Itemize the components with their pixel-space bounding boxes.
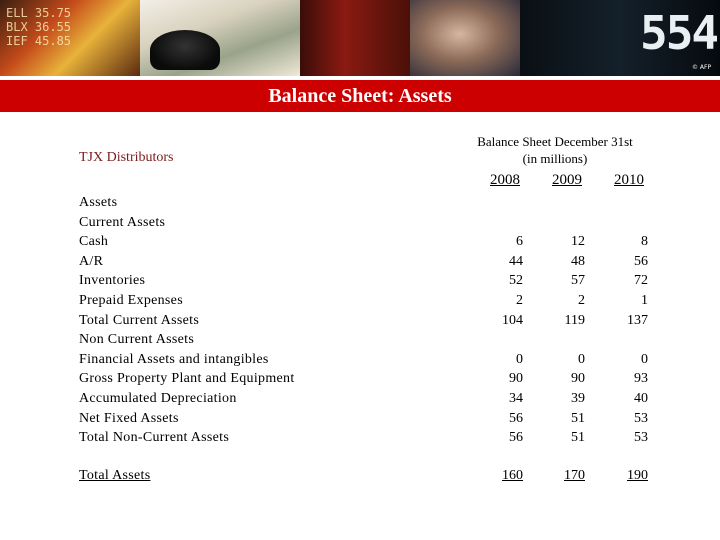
table-cell: 137 — [627, 312, 648, 328]
header-banner-image — [0, 0, 720, 76]
table-cell — [475, 193, 523, 213]
table-cell: 12 — [571, 234, 585, 250]
table-cell — [600, 193, 648, 213]
total-assets-2009: 170 — [564, 468, 585, 483]
table-cell: 72 — [634, 273, 648, 289]
table-cell: 53 — [634, 430, 648, 446]
table-cell: 6 — [516, 234, 523, 250]
total-assets-label: Total Assets — [79, 468, 151, 483]
table-cell — [537, 330, 585, 350]
column-2010 — [600, 193, 648, 448]
table-cell: 90 — [571, 371, 585, 387]
curtain-photo — [300, 0, 410, 76]
table-cell: 56 — [634, 253, 648, 269]
table-cell: 2 — [578, 292, 585, 308]
table-cell: 2 — [516, 292, 523, 308]
table-cell: 34 — [509, 390, 523, 406]
ticker-text: ELL 35.75 BLX 36.55 IEF 45.85 — [6, 6, 72, 48]
row-label: Financial Assets and intangibles — [79, 351, 269, 367]
table-cell: 56 — [509, 410, 523, 426]
table-cell — [537, 213, 585, 233]
table-cell: 48 — [571, 253, 585, 269]
table-cell: 51 — [571, 410, 585, 426]
row-label: Assets — [79, 195, 118, 210]
row-label: A/R — [79, 253, 104, 269]
display-digits: 554 — [640, 6, 718, 60]
table-cell — [600, 330, 648, 350]
year-header-2009: 2009 — [552, 172, 582, 188]
year-header-2008: 2008 — [490, 172, 520, 188]
row-label: Net Fixed Assets — [79, 410, 179, 426]
table-cell: 51 — [571, 430, 585, 446]
title-bar — [0, 80, 720, 112]
year-header-2010: 2010 — [614, 172, 644, 188]
table-cell: 0 — [516, 351, 523, 367]
company-name: TJX Distributors — [79, 150, 174, 165]
table-cell: 52 — [509, 273, 523, 289]
table-cell: 90 — [509, 371, 523, 387]
row-label: Gross Property Plant and Equipment — [79, 371, 295, 387]
table-cell: 0 — [641, 351, 648, 367]
top-hat-icon — [150, 30, 220, 70]
row-label: Prepaid Expenses — [79, 292, 183, 308]
column-2009 — [537, 193, 585, 448]
table-cell — [600, 213, 648, 233]
table-cell: 39 — [571, 390, 585, 406]
trader-photo — [410, 0, 520, 76]
table-cell: 53 — [634, 410, 648, 426]
table-cell: 104 — [502, 312, 523, 328]
table-cell: 1 — [641, 292, 648, 308]
table-cell: 119 — [564, 312, 585, 328]
table-header-line-1: Balance Sheet December 31st — [477, 134, 633, 149]
photo-credit: © AFP — [692, 64, 712, 71]
table-cell — [537, 193, 585, 213]
column-2008 — [475, 193, 523, 448]
total-assets-2008: 160 — [502, 468, 523, 483]
total-assets-2010: 190 — [627, 468, 648, 483]
row-label: Non Current Assets — [79, 332, 195, 348]
table-cell: 40 — [634, 390, 648, 406]
table-header-line-2: (in millions) — [522, 151, 588, 166]
row-labels — [79, 193, 295, 448]
row-label: Cash — [79, 234, 109, 250]
table-cell — [475, 213, 523, 233]
table-cell — [475, 330, 523, 350]
row-label: Inventories — [79, 273, 146, 289]
row-label: Total Non-Current Assets — [79, 430, 230, 446]
table-header — [460, 133, 650, 167]
table-cell: 93 — [634, 371, 648, 387]
table-cell: 8 — [641, 234, 648, 250]
row-label: Total Current Assets — [79, 312, 200, 328]
row-label: Current Assets — [79, 214, 166, 230]
page-title: Balance Sheet: Assets — [268, 85, 452, 107]
row-label: Accumulated Depreciation — [79, 390, 237, 406]
table-cell: 56 — [509, 430, 523, 446]
table-cell: 0 — [578, 351, 585, 367]
table-cell: 57 — [571, 273, 585, 289]
table-cell: 44 — [509, 253, 523, 269]
